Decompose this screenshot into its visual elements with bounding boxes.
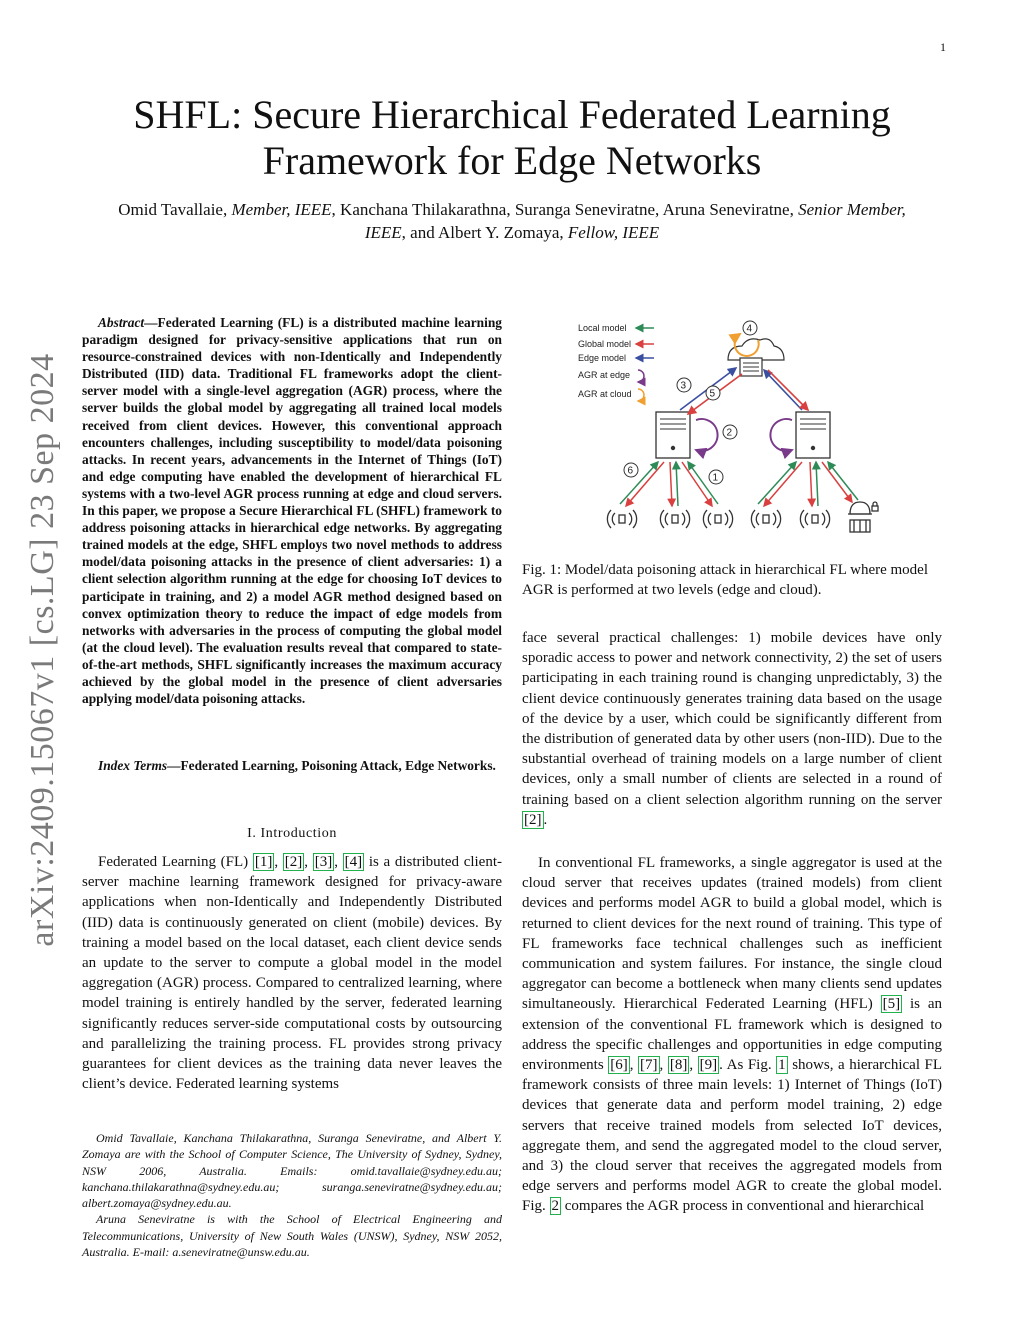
arxiv-stamp-text: arXiv:2409.15067v1 [cs.LG] 23 Sep 2024 [24,353,61,947]
page-number: 1 [940,40,946,54]
cloud-to-edge-arrow-right [768,370,808,410]
iot-4-to-edge-arrow [758,462,796,504]
figure-1-caption: Fig. 1: Model/data poisoning attack in hierarchical FL where model AGR is performed at two levels (edge and cloud). [522,562,929,598]
index-terms-text: —Federated Learning, Poisoning Attack, Edge Networks. [167,758,496,773]
iot-device-icon [660,510,689,528]
legend-edge-model: Edge model [578,353,627,363]
right-p2-text-d: shows, a hierarchical FL framework consists of three main levels: 1) Internet of Things (IoT) devices that generate data and perform model training, 2) edge servers that receive trained models from selected IoT devices, aggregate them, and send the aggregated model to the cloud server, and 3) the cloud server that receives the aggregated models from edge servers and performs model AGR to create the global model. Fig. [522,1057,943,1215]
adversary-to-edge-arrow [828,462,858,500]
edge-server-left-icon [656,412,690,458]
intro-sep-2: , [304,854,313,870]
abstract-label: Abstract [98,315,145,330]
right-p2-text-c: . As Fig. [719,1057,777,1074]
index-terms [82,757,502,774]
agr-edge-loop-right [770,419,792,451]
intro-paragraph [82,852,502,1094]
author-3-role: Fellow, IEEE [567,223,660,242]
author-2: , Kanchana Thilakarathna, Suranga Seneviratne, Aruna Seneviratne, [331,200,799,219]
intro-text-a: Federated Learning (FL) [98,854,253,870]
step-4-label: 4 [746,323,753,335]
edge-to-cloud-arrow-right [764,370,802,410]
legend-global-model: Global model [578,339,632,349]
right-paragraph-2 [522,853,942,1217]
intro-sep-1: , [274,854,283,870]
legend-agr-cloud: AGR at cloud [578,389,632,399]
edge-to-iot-2-arrow [670,462,672,506]
edge-to-iot-5-arrow [810,462,812,506]
legend-agr-edge-loop [638,370,644,382]
figure-1 [560,312,950,542]
right-p1-text: face several practical challenges: 1) mobile devices have only sporadic access to power and network connectivity, 2) the set of users participating in each training round is changing unpredictably, 3) the client device continuously generates training data based on the usage of the device by a user, which could be significantly different from the distribution of generated data by other users (non-IID). Due to the substantial overhead of training models on a large number of client devices, only a small number of clients are selected in a round of training based on a client selection algorithm running on the server [522,630,942,808]
edge-server-right-icon [796,412,830,458]
footnote-affiliation-1: Omid Tavallaie, Kanchana Thilakarathna, Suranga Seneviratne, and Albert Y. Zomaya are with the School of Computer Science, The University of Sydney, Sydney, NSW 2006, Australia. Emails: omid.tavallaie@sydney.edu.au; kanchana.thilakarathna@sydney.edu.au; suranga.seneviratne@sydney.edu.au; albert.zomaya@sydney.edu.au. [82,1131,502,1211]
paper-title [100,92,924,184]
adversary-icon [848,502,878,532]
author-1: Omid Tavallaie, [118,200,232,219]
right-p1-end: . [543,811,548,828]
ref-link-2[interactable]: [2] [284,854,303,870]
footnote [82,1130,502,1260]
step-6-label: 6 [627,465,634,477]
ref-link-5[interactable]: [5] [882,996,901,1013]
right-paragraph-1 [522,628,942,830]
ref-link-4[interactable]: [4] [344,854,363,870]
step-5-label: 5 [709,388,716,400]
arxiv-stamp [18,350,68,950]
right-p2-sep-2: , [659,1057,668,1074]
edge-to-adversary-arrow [822,462,852,502]
legend-local-model: Local model [578,323,627,333]
cloud-server-icon [728,339,784,376]
legend-agr-edge: AGR at edge [578,370,631,380]
legend-agr-cloud-loop [638,389,644,401]
fig-link-1[interactable]: 1 [778,1057,786,1074]
title-line-2: Framework for Edge Networks [262,138,762,183]
edge-to-iot-4-arrow [764,462,802,506]
author-list [100,198,924,244]
intro-text-b: is a distributed client-server machine learning framework designed for privacy-aware applications when non-Identically and Independently Distributed (IID) data is continuously generated on client (mobile) devices. By training a model based on the local dataset, each client device sends an update to the server to compute a global model in the model aggregation (AGR) process. Compared to centralized learning, where model training is entirely handled by the server, federated learning significantly reduces server-side computational costs by outsourcing and parallelizing the training process. FL provides strong privacy guarantees for client devices as the training data never leaves the client’s device. Federated learning systems [82,854,503,1093]
step-2-label: 2 [726,427,733,439]
ref-link-8[interactable]: [8] [669,1057,688,1074]
section-heading-introduction: I. Introduction [247,826,337,841]
figure-1-diagram [560,312,950,542]
figure-legend [578,323,654,401]
right-p2-sep-3: , [689,1057,698,1074]
iot-device-icon [703,510,732,528]
fig-link-2[interactable]: 2 [551,1198,560,1215]
agr-edge-loop-left [696,419,718,451]
ref-link-2b[interactable]: [2] [524,811,542,828]
right-p2-sep-1: , [629,1057,639,1074]
ref-link-1[interactable]: [1] [254,854,273,870]
ref-link-7[interactable]: [7] [640,1057,658,1074]
right-p2-text-e: compares the AGR process in conventional and hierarchical [561,1198,925,1215]
iot-device-icon [751,510,780,528]
iot-2-to-edge-arrow [676,462,678,506]
ref-link-9[interactable]: [9] [699,1057,718,1074]
right-p2-text-a: In conventional FL frameworks, a single aggregator is used at the cloud server that receives updates (trained models) from client devices and performs model AGR to build a global model, which is returned to client devices for the next round of training. This type of FL frameworks face technical challenges such as inefficient communication and system failures. For instance, the single cloud aggregator can become a bottleneck when many clients send updates simultaneously. Hierarchical Federated Learning (HFL) [522,855,942,1013]
step-3-label: 3 [680,380,687,392]
ref-link-6[interactable]: [6] [610,1057,628,1074]
iot-5-to-edge-arrow [816,462,818,506]
author-2-role: Senior Member, IEEE [364,200,906,242]
abstract [82,314,502,707]
title-line-1: SHFL: Secure Hierarchical Federated Learning [133,92,891,137]
footnote-affiliation-2: Aruna Seneviratne is with the School of Electrical Engineering and Telecommunications, University of New South Wales (UNSW), Sydney, NSW 2052, Australia. E-mail: a.seneviratne@unsw.edu.au. [82,1212,502,1260]
step-1-label: 1 [712,472,719,484]
edge-to-iot-3-arrow [682,462,712,506]
right-p2-text-b: is an extension of the conventional FL framework which is designed to address the specific challenges and opportunities in edge computing environments [522,996,942,1074]
ref-link-3[interactable]: [3] [314,854,333,870]
abstract-text: —Federated Learning (FL) is a distributed machine learning paradigm designed for privacy-sensitive applications that run on resource-constrained devices with non-Identically and Independently Distributed (IID) data. Traditional FL frameworks adopt the client-server model with a single-level aggregation (AGR) process, where the server builds the global model by aggregating all trained local models received from client devices. However, this conventional approach encounters challenges, including susceptibility to model/data poisoning attacks. In recent years, advancements in the Internet of Things (IoT) and edge computing have enabled the development of hierarchical FL systems with a two-level AGR process running at edge and cloud servers. In this paper, we propose a Secure Hierarchical FL (SHFL) framework to address poisoning attacks in hierarchical edge networks. By aggregating trained models at the edge, SHFL employs two novel methods to address model/data poisoning attacks in the presence of client adversaries: 1) a client selection algorithm running at the edge for choosing IoT devices to participate in training, and 2) a model AGR method designed based on convex optimization theory to reduce the impact of edge models from networks with adversaries in the process of computing the global model (at the cloud level). The evaluation results reveal that compared to state-of-the-art methods, SHFL significantly increases the maximum accuracy achieved by the global model in the presence of client adversaries applying model/data poisoning attacks. [82,315,502,707]
author-3: , and Albert Y. Zomaya, [401,223,568,242]
intro-sep-3: , [334,854,343,870]
iot-device-icon [800,510,829,528]
index-terms-label: Index Terms [98,758,168,773]
author-1-role: Member, IEEE [231,200,332,219]
iot-device-icon [607,510,636,528]
